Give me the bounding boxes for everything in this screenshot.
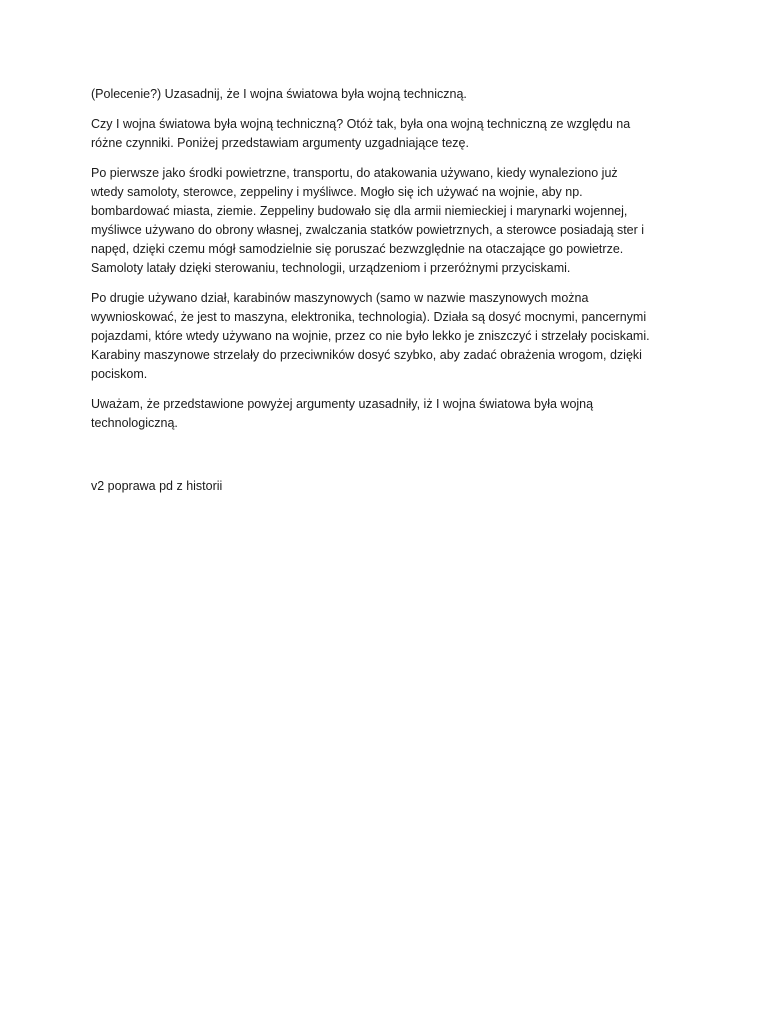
first-argument-paragraph: Po pierwsze jako środki powietrzne, transportu, do atakowania używano, kiedy wynaleziono już wtedy samoloty, sterowce, zeppeliny i myśliwce. Mogło się ich używać na wojnie, aby np. bombardować miasta, ziemie. Zeppeliny budowało się dla armii niemieckiej i marynarki wojennej, myśliwce używano do obrony własnej, zwalczania statków powietrznych, a sterowce posiadają ster i napęd, dzięki czemu mógł samodzielnie się poruszać bezwzględnie na otaczające go powietrze. Samoloty latały dzięki sterowaniu, technologii, urządzeniom i przeróżnymi przyciskami. bbox=[91, 166, 645, 275]
intro-paragraph: Czy I wojna światowa była wojną techniczną? Otóż tak, była ona wojną techniczną ze względu na różne czynniki. Poniżej przedstawiam argumenty uzgadniające tezę. bbox=[91, 117, 631, 150]
version-note: v2 poprawa pd z historii bbox=[91, 479, 223, 493]
task-instruction: (Polecenie?) Uzasadnij, że I wojna światowa była wojną techniczną. bbox=[91, 87, 467, 101]
document-body bbox=[91, 85, 681, 507]
second-argument-paragraph: Po drugie używano dział, karabinów maszynowych (samo w nazwie maszynowych można wywnioskować, że jest to maszyna, elektronika, technologia). Działa są dosyć mocnymi, pancernymi pojazdami, które wtedy używano na wojnie, przez co nie było lekko je zniszczyć i strzelały pociskami. Karabiny maszynowe strzelały do przeciwników dosyć szybko, aby zadać obrażenia wrogom, dzięki pociskom. bbox=[91, 291, 650, 381]
conclusion-paragraph: Uważam, że przedstawione powyżej argumenty uzasadniły, iż I wojna światowa była wojną technologiczną. bbox=[91, 397, 594, 430]
